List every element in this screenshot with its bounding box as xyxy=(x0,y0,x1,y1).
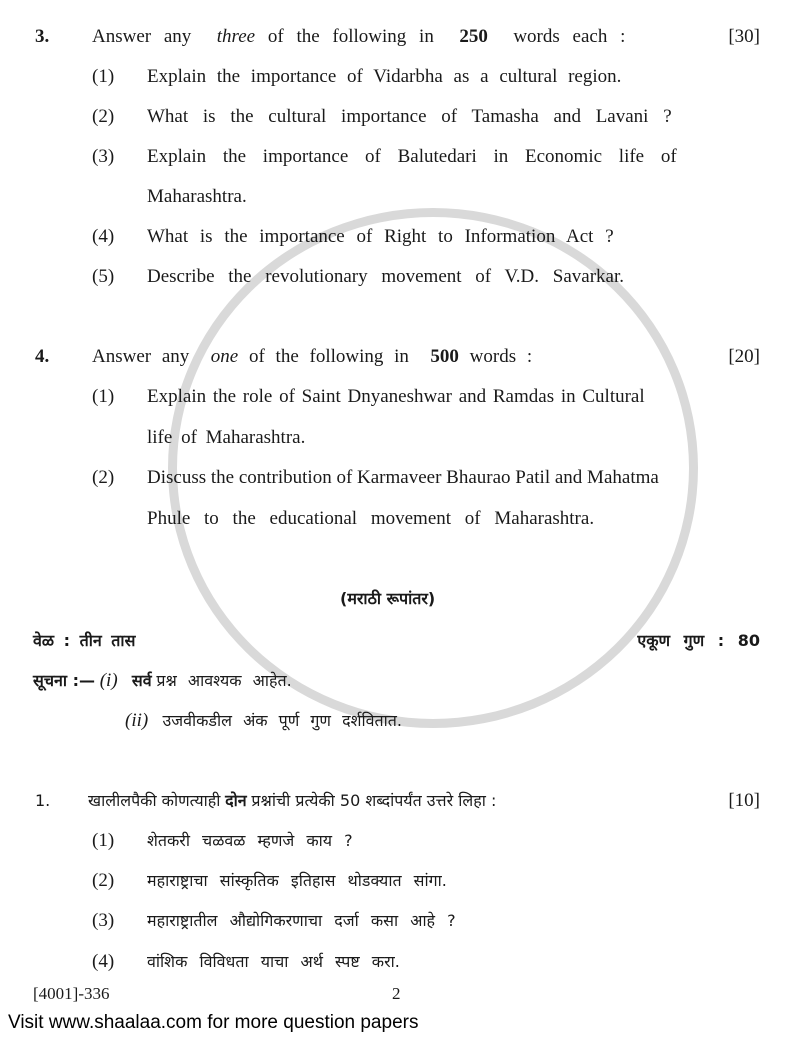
item-number: (3) xyxy=(92,146,115,167)
marks: [30] xyxy=(728,26,760,47)
text: one xyxy=(210,346,239,367)
instruction-2 xyxy=(125,710,402,732)
item-number: (1) xyxy=(92,386,115,407)
question-instruction xyxy=(88,790,496,812)
item-text: शेतकरी चळवळ म्हणजे काय ? xyxy=(147,831,353,850)
instruction-1 xyxy=(33,670,292,692)
question-3-instruction xyxy=(92,26,625,48)
text: words each : xyxy=(513,26,626,47)
text: of the following in xyxy=(267,26,434,47)
text: Answer any xyxy=(92,26,192,47)
item-number: (4) xyxy=(92,226,115,247)
item-number: (1) xyxy=(92,66,115,87)
question-number: 1. xyxy=(35,791,51,810)
item-text: महाराष्ट्राचा सांस्कृतिक इतिहास थोडक्यात सांगा. xyxy=(147,871,447,890)
item-text: What is the cultural importance of Tamasha and Lavani ? xyxy=(147,106,672,127)
text: खालीलपैकी कोणत्याही xyxy=(88,791,221,810)
item-text: Maharashtra. xyxy=(147,186,247,207)
item-text: वांशिक विविधता याचा अर्थ स्पष्ट करा. xyxy=(147,952,400,971)
instruction-label: सूचना :— xyxy=(33,671,95,690)
instruction-number: (ii) xyxy=(125,710,149,731)
marks: [10] xyxy=(728,790,760,811)
item-text: Describe the revolutionary movement of V.D. Savarkar. xyxy=(147,266,624,287)
text: प्रश्नांची प्रत्येकी 50 शब्दांपर्यंत उत्तरे लिहा : xyxy=(251,791,497,810)
item-text: life of Maharashtra. xyxy=(147,427,306,448)
text: Answer any xyxy=(92,346,190,367)
total-marks: एकूण गुण : 80 xyxy=(637,631,760,650)
item-number: (5) xyxy=(92,266,115,287)
text: सर्व xyxy=(131,671,152,690)
item-number: (2) xyxy=(92,467,115,488)
time-allowed: वेळ : तीन तास xyxy=(33,631,136,650)
text: of the following in xyxy=(248,346,409,367)
question-number: 4. xyxy=(35,346,50,367)
text: उजवीकडील अंक पूर्ण गुण दर्शवितात. xyxy=(162,711,402,730)
item-text: Explain the role of Saint Dnyaneshwar and Ramdas in Cultural xyxy=(147,386,645,407)
item-number: (3) xyxy=(92,910,115,931)
page-number: 2 xyxy=(392,984,401,1003)
instruction-number: (i) xyxy=(99,670,118,691)
item-text: Discuss the contribution of Karmaveer Bhaurao Patil and Mahatma xyxy=(147,467,659,488)
text: प्रश्न आवश्यक आहेत. xyxy=(156,671,292,690)
text: three xyxy=(216,26,256,47)
item-text: Explain the importance of Vidarbha as a cultural region. xyxy=(147,66,622,87)
question-4-instruction xyxy=(92,346,532,368)
text: 250 xyxy=(459,26,488,47)
marks: [20] xyxy=(728,346,760,367)
marathi-heading: (मराठी रूपांतर) xyxy=(340,589,436,608)
item-text: What is the importance of Right to Information Act ? xyxy=(147,226,614,247)
question-number: 3. xyxy=(35,26,50,47)
item-number: (2) xyxy=(92,870,115,891)
footer-visit-link[interactable]: Visit www.shaalaa.com for more question papers xyxy=(8,1012,419,1033)
paper-code: [4001]-336 xyxy=(33,984,110,1003)
text: दोन xyxy=(225,791,247,810)
item-text: महाराष्ट्रातील औद्योगिकरणाचा दर्जा कसा आहे ? xyxy=(147,911,456,930)
text: 500 xyxy=(430,346,459,367)
item-number: (4) xyxy=(92,951,115,972)
item-text: Explain the importance of Balutedari in Economic life of xyxy=(147,146,677,167)
text: words : xyxy=(469,346,533,367)
item-number: (1) xyxy=(92,830,115,851)
item-text: Phule to the educational movement of Maharashtra. xyxy=(147,508,595,529)
item-number: (2) xyxy=(92,106,115,127)
